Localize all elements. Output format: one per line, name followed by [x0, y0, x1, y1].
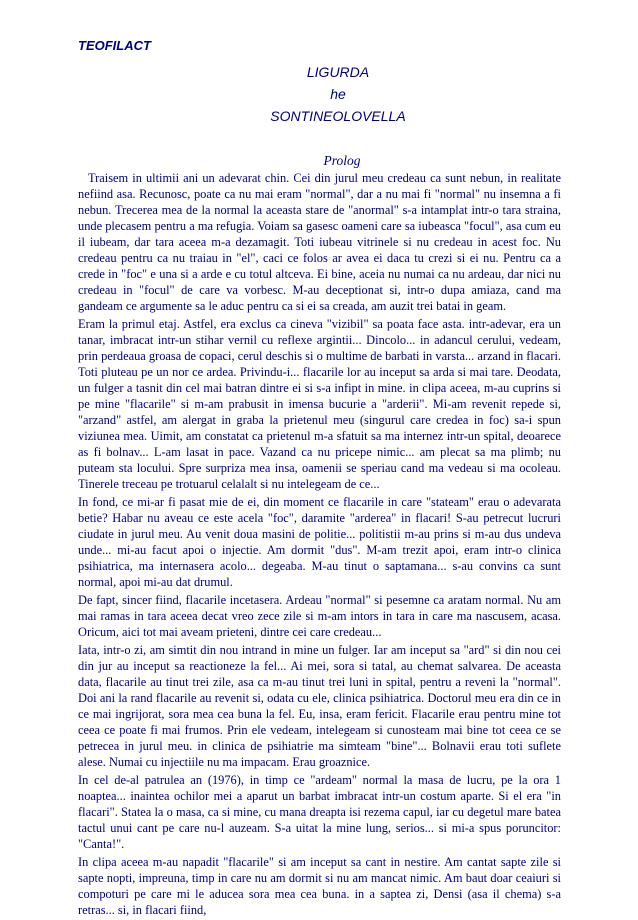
body-text: [78, 170, 561, 920]
title-line-1: LIGURDA: [306, 64, 370, 80]
section-heading: Prolog: [323, 153, 361, 168]
title-line-3: SONTINEOLOVELLA: [270, 108, 406, 124]
paragraph-7: In clipa aceea m-au napadit "flacarile" si am inceput sa cant in nestire. Am cantat sapte zile si sapte nopti, impreuna, timp in care nu am dormit si nu am mancat nimic. Am baut doar ceaiuri si compoturi pe care mi le aducea sora mea cea buna. in a saptea zi, Densi (asa il chema) s-a retras... si, in flacari fiind,: [78, 855, 561, 917]
title-line-2: he: [330, 86, 346, 102]
paragraph-2: Eram la primul etaj. Astfel, era exclus ca cineva "vizibil" sa poata face asta. intr-adevar, era un tanar, imbracat intr-un stihar vernil cu reflexe argintii... Dincolo... in adancul cerului, vedeam, prin perdeaua groasa de copaci, cerul deschis si o multime de barbati in varsta... arzand in flacari. Toti pluteau pe un nor ce ardea. Privindu-i... flacarile lor au inceput sa arda si mai tare. Deodata, un fulger a tasnit din cel mai batran dintre ei si s-a infipt in mine. in clipa aceea, m-au cuprins si pe mine "flacarile" si m-am prabusit in imensa bucurie a "arderii". Mi-am revenit repede si, "arzand" astfel, am alergat in graba la prietenul meu (singurul care credea in foc) sa-i spun viziunea mea. Uimit, am constatat ca prietenul m-a sfatuit sa ma internez intr-un spital, deoarece as fi bolnav... L-am lasat in pace. Vazand ca nu pricepe nimic... am plecat sa ma plimb; nu puteam sta locului. Spre surpriza mea insa, oamenii se speriau cand ma vedeau si ma ocoleau. Tinerele treceau pe trotuarul celalalt si nu intelegeam de ce...: [78, 317, 561, 491]
paragraph-4: De fapt, sincer fiind, flacarile incetasera. Ardeau "normal" si pesemne ca aratam normal. Nu am mai ramas in tara aceea decat vreo zece zile si m-am intors in tara in care ma nascusem, acasa. Oricum, aici tot mai aveam prieteni, dintre cei care credeau...: [78, 593, 561, 639]
author-name: TEOFILACT: [78, 38, 151, 53]
paragraph-3: In fond, ce mi-ar fi pasat mie de ei, din moment ce flacarile in care "stateam" erau o adevarata betie? Habar nu aveau ce este acela "foc", daramite "arderea" in flacari! S-au petrecut lucruri ciudate in jurul meu. Au venit doua masini de politie... politistii m-au prins si m-au dus undeva unde... mi-au facut apoi o injectie. Am dormit "dus". M-am trezit apoi, eram intr-o clinica psihiatrica, ma internasera acolo... degeaba. M-au tinut o saptamana... s-au convins ca sunt normal, apoi mi-au dat drumul.: [78, 495, 561, 589]
paragraph-1: Traisem in ultimii ani un adevarat chin. Cei din jurul meu credeau ca sunt nebun, in realitate nefiind asa. Recunosc, poate ca nu mai eram "normal", dar a nu mai fi "normal" nu insemna a fi nebun. Trecerea mea de la normal la aceasta stare de "anormal" s-a intamplat intr-o tara straina, unde plecasem pentru a ma refugia. Voiam sa gasesc oameni care sa iubeasca "focul", asa cum eu il iubeam, dar tara aceea m-a dezamagit. Toti iubeau vitrinele si nu credeau in acest foc. Nu credeau pentru ca nu traiau in "el", caci ce folos ar avea ei daca tu crezi si ei nu. Pentru ca a crede in "foc" e una si a arde e cu totul altceva. Ei bine, aceia nu numai ca nu ardeau, dar nici nu credeau in "focul" de care va vorbesc. M-au deceptionat si, intr-o dupa amiaza, cand ma gandeam ce argumente sa le aduc pentru ca si ei sa creada, am auzit trei batai in geam.: [78, 171, 561, 313]
paragraph-6: In cel de-al patrulea an (1976), in timp ce "ardeam" normal la masa de lucru, pe la ora 1 noaptea... inaintea ochilor mei a aparut un barbat imbracat intr-un costum aparte. Si el era "in flacari". Statea la o masa, ca si mine, cu mana dreapta isi rezema capul, iar cu degetul mare batea tactul unui cant pe care nu-l auzeam. S-a uitat la mine lung, serios... si mi-a spus poruncitor: "Canta!".: [78, 773, 561, 851]
paragraph-5: Iata, intr-o zi, am simtit din nou intrand in mine un fulger. Iar am inceput sa "ard" si din nou cei din jur au inceput sa reactioneze la fel... Ai mei, sora si tatal, au chemat salvarea. De aceasta data, flacarile au tinut trei zile, asa ca m-au tinut trei luni in spital, pentru a reveni la "normal". Doi ani la rand flacarile au revenit si, odata cu ele, clinica psihiatrica. Doctorul meu era din ce in ce mai ingrijorat, sora mea cea buna la fel. Eu, insa, eram fericit. Flacarile erau pentru mine tot ceea ce poate fi mai frumos. Prin ele vedeam, intelegeam si cunosteam mai bine tot ceea ce se petrecea in jurul meu. in clinica de psihiatrie ma simteam "bine"... Bolnavii erau toti suflete alese. Numai cu injectiile nu ma impacam. Erau groaznice.: [78, 643, 561, 769]
